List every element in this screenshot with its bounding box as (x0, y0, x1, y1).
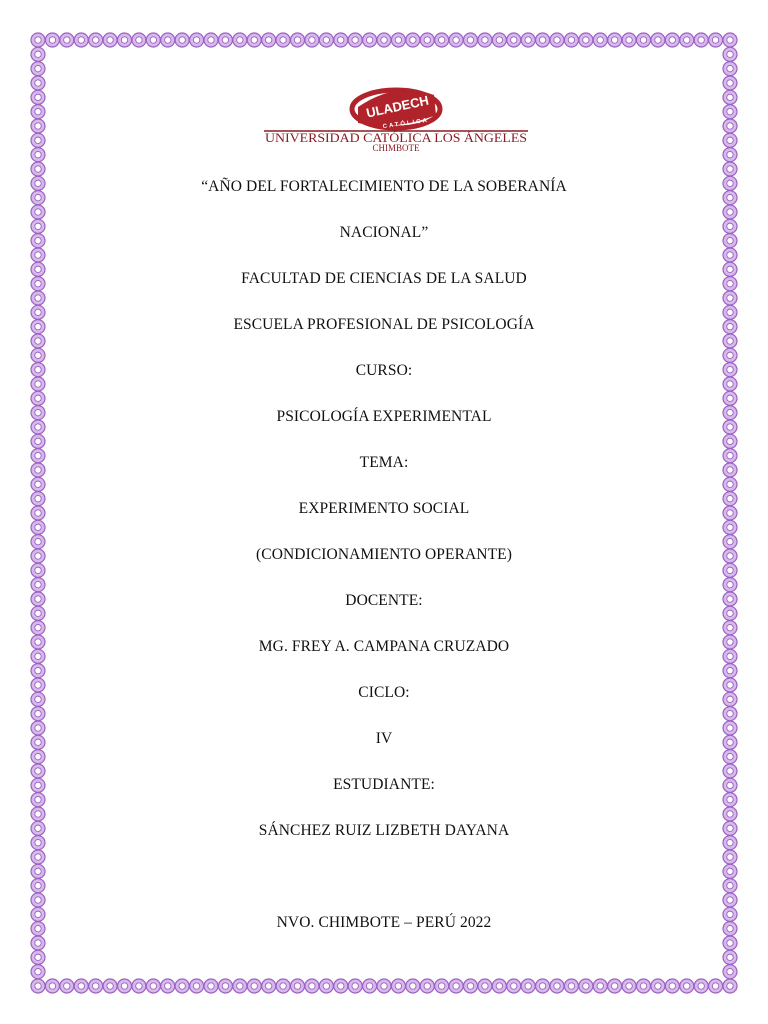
border-ring (723, 707, 737, 721)
border-ring (723, 348, 737, 362)
border-ring (464, 33, 478, 47)
border-ring (31, 33, 45, 47)
border-ring (723, 879, 737, 893)
border-ring (31, 391, 45, 405)
border-ring (608, 979, 622, 993)
border-ring (31, 162, 45, 176)
cycle-value: IV (375, 730, 393, 747)
border-ring (31, 334, 45, 348)
border-ring (334, 33, 348, 47)
course-name: PSICOLOGÍA EXPERIMENTAL (276, 408, 492, 425)
border-ring (723, 750, 737, 764)
border-ring (89, 33, 103, 47)
border-ring (435, 979, 449, 993)
border-ring (146, 979, 160, 993)
border-ring (550, 33, 564, 47)
border-ring (723, 578, 737, 592)
border-ring (723, 520, 737, 534)
border-ring (161, 979, 175, 993)
border-ring (723, 965, 737, 979)
topic-subtitle: (CONDICIONAMIENTO OPERANTE) (256, 546, 512, 563)
border-ring (31, 133, 45, 147)
border-ring (60, 979, 74, 993)
border-ring (31, 850, 45, 864)
border-ring (449, 33, 463, 47)
border-ring (507, 33, 521, 47)
border-ring (175, 979, 189, 993)
border-ring (665, 979, 679, 993)
border-ring (31, 950, 45, 964)
border-ring (334, 979, 348, 993)
border-ring (31, 105, 45, 119)
border-ring (276, 979, 290, 993)
year-motto-line1: “AÑO DEL FORTALECIMIENTO DE LA SOBERANÍA (201, 178, 567, 195)
student-label: ESTUDIANTE: (333, 776, 435, 793)
border-ring (31, 807, 45, 821)
border-ring (564, 979, 578, 993)
border-ring (723, 950, 737, 964)
border-ring (723, 434, 737, 448)
border-ring (118, 33, 132, 47)
border-ring (420, 33, 434, 47)
border-ring (723, 936, 737, 950)
border-ring (132, 33, 146, 47)
cycle-label: CICLO: (358, 684, 410, 701)
university-logo (258, 85, 534, 157)
border-ring (449, 979, 463, 993)
border-ring (680, 33, 694, 47)
border-ring (31, 62, 45, 76)
border-ring (31, 893, 45, 907)
border-ring (637, 33, 651, 47)
border-ring (363, 979, 377, 993)
border-ring (723, 664, 737, 678)
border-ring (103, 979, 117, 993)
border-ring (45, 33, 59, 47)
border-ring (305, 33, 319, 47)
border-ring (593, 33, 607, 47)
border-ring (31, 664, 45, 678)
border-ring (233, 979, 247, 993)
border-ring (550, 979, 564, 993)
school-name: ESCUELA PROFESIONAL DE PSICOLOGÍA (233, 316, 535, 333)
border-ring (521, 33, 535, 47)
border-ring (31, 477, 45, 491)
border-ring (507, 979, 521, 993)
border-ring (31, 520, 45, 534)
border-ring (723, 864, 737, 878)
border-ring (622, 979, 636, 993)
border-ring (377, 33, 391, 47)
border-ring (89, 979, 103, 993)
border-ring (723, 62, 737, 76)
border-ring (31, 76, 45, 90)
border-ring (363, 33, 377, 47)
border-ring (723, 391, 737, 405)
border-ring (103, 33, 117, 47)
border-ring (190, 33, 204, 47)
border-ring (31, 936, 45, 950)
border-ring (31, 578, 45, 592)
border-ring (60, 33, 74, 47)
border-ring (291, 979, 305, 993)
border-ring (608, 33, 622, 47)
border-ring (521, 979, 535, 993)
border-ring (31, 348, 45, 362)
border-ring (723, 105, 737, 119)
border-ring (723, 133, 737, 147)
border-ring (262, 979, 276, 993)
border-ring (723, 979, 737, 993)
border-ring (723, 205, 737, 219)
border-ring (723, 248, 737, 262)
border-ring (45, 979, 59, 993)
border-ring (723, 291, 737, 305)
border-ring (31, 434, 45, 448)
border-ring (406, 33, 420, 47)
border-ring (31, 879, 45, 893)
border-ring (651, 33, 665, 47)
border-ring (74, 33, 88, 47)
border-ring (579, 33, 593, 47)
border-ring (391, 33, 405, 47)
border-ring (723, 850, 737, 864)
border-ring (680, 979, 694, 993)
topic-label: TEMA: (359, 454, 409, 471)
border-ring (233, 33, 247, 47)
border-ring (31, 979, 45, 993)
border-ring (218, 979, 232, 993)
border-ring (536, 33, 550, 47)
border-ring (723, 148, 737, 162)
border-ring (247, 979, 261, 993)
border-ring (723, 76, 737, 90)
border-ring (305, 979, 319, 993)
border-ring (723, 807, 737, 821)
border-ring (204, 979, 218, 993)
border-ring (31, 563, 45, 577)
border-ring (31, 291, 45, 305)
border-ring (31, 205, 45, 219)
border-ring (723, 563, 737, 577)
border-ring (579, 979, 593, 993)
border-ring (31, 248, 45, 262)
border-ring (31, 47, 45, 61)
logo-badge-text: ULADECH (364, 92, 431, 121)
border-ring (536, 979, 550, 993)
border-ring (694, 979, 708, 993)
border-ring (262, 33, 276, 47)
border-ring (464, 979, 478, 993)
border-ring (218, 33, 232, 47)
border-ring (564, 33, 578, 47)
border-ring (622, 33, 636, 47)
border-ring (190, 979, 204, 993)
border-ring (31, 90, 45, 104)
border-ring (74, 979, 88, 993)
border-ring (665, 33, 679, 47)
border-ring (31, 750, 45, 764)
border-ring (723, 793, 737, 807)
border-ring (31, 148, 45, 162)
border-ring (593, 979, 607, 993)
border-ring (723, 477, 737, 491)
border-ring (723, 90, 737, 104)
teacher-label: DOCENTE: (345, 592, 423, 609)
border-ring (204, 33, 218, 47)
border-ring (291, 33, 305, 47)
border-ring (709, 979, 723, 993)
border-ring (723, 33, 737, 47)
border-ring (118, 979, 132, 993)
border-ring (319, 33, 333, 47)
logo-university-name: UNIVERSIDAD CATÓLICA LOS ÁNGELES (265, 131, 528, 145)
faculty-name: FACULTAD DE CIENCIAS DE LA SALUD (241, 270, 527, 287)
place-date: NVO. CHIMBOTE – PERÚ 2022 (276, 914, 492, 931)
border-ring (723, 47, 737, 61)
border-ring (31, 707, 45, 721)
border-ring (31, 965, 45, 979)
border-ring (723, 621, 737, 635)
border-ring (723, 334, 737, 348)
border-ring (377, 979, 391, 993)
border-ring (175, 33, 189, 47)
border-ring (492, 979, 506, 993)
teacher-name: MG. FREY A. CAMPANA CRUZADO (258, 638, 510, 655)
border-ring (637, 979, 651, 993)
border-ring (348, 979, 362, 993)
border-ring (276, 33, 290, 47)
border-ring (478, 979, 492, 993)
border-ring (723, 119, 737, 133)
border-ring (31, 621, 45, 635)
border-ring (478, 33, 492, 47)
border-ring (420, 979, 434, 993)
year-motto-line2: NACIONAL” (339, 224, 429, 241)
border-ring (406, 979, 420, 993)
border-ring (319, 979, 333, 993)
border-ring (31, 793, 45, 807)
border-ring (348, 33, 362, 47)
logo-city: CHIMBOTE (372, 143, 420, 153)
border-ring (31, 864, 45, 878)
border-ring (161, 33, 175, 47)
topic-title: EXPERIMENTO SOCIAL (298, 500, 470, 517)
border-ring (694, 33, 708, 47)
student-name: SÁNCHEZ RUIZ LIZBETH DAYANA (258, 822, 510, 839)
border-ring (651, 979, 665, 993)
border-ring (492, 33, 506, 47)
border-ring (247, 33, 261, 47)
border-ring (709, 33, 723, 47)
border-ring (391, 979, 405, 993)
border-ring (723, 893, 737, 907)
border-ring (132, 979, 146, 993)
border-ring (31, 119, 45, 133)
logo-badge-subtext: CATÓLICA (382, 117, 430, 131)
course-label: CURSO: (355, 362, 413, 379)
border-ring (146, 33, 160, 47)
border-ring (435, 33, 449, 47)
border-ring (723, 162, 737, 176)
